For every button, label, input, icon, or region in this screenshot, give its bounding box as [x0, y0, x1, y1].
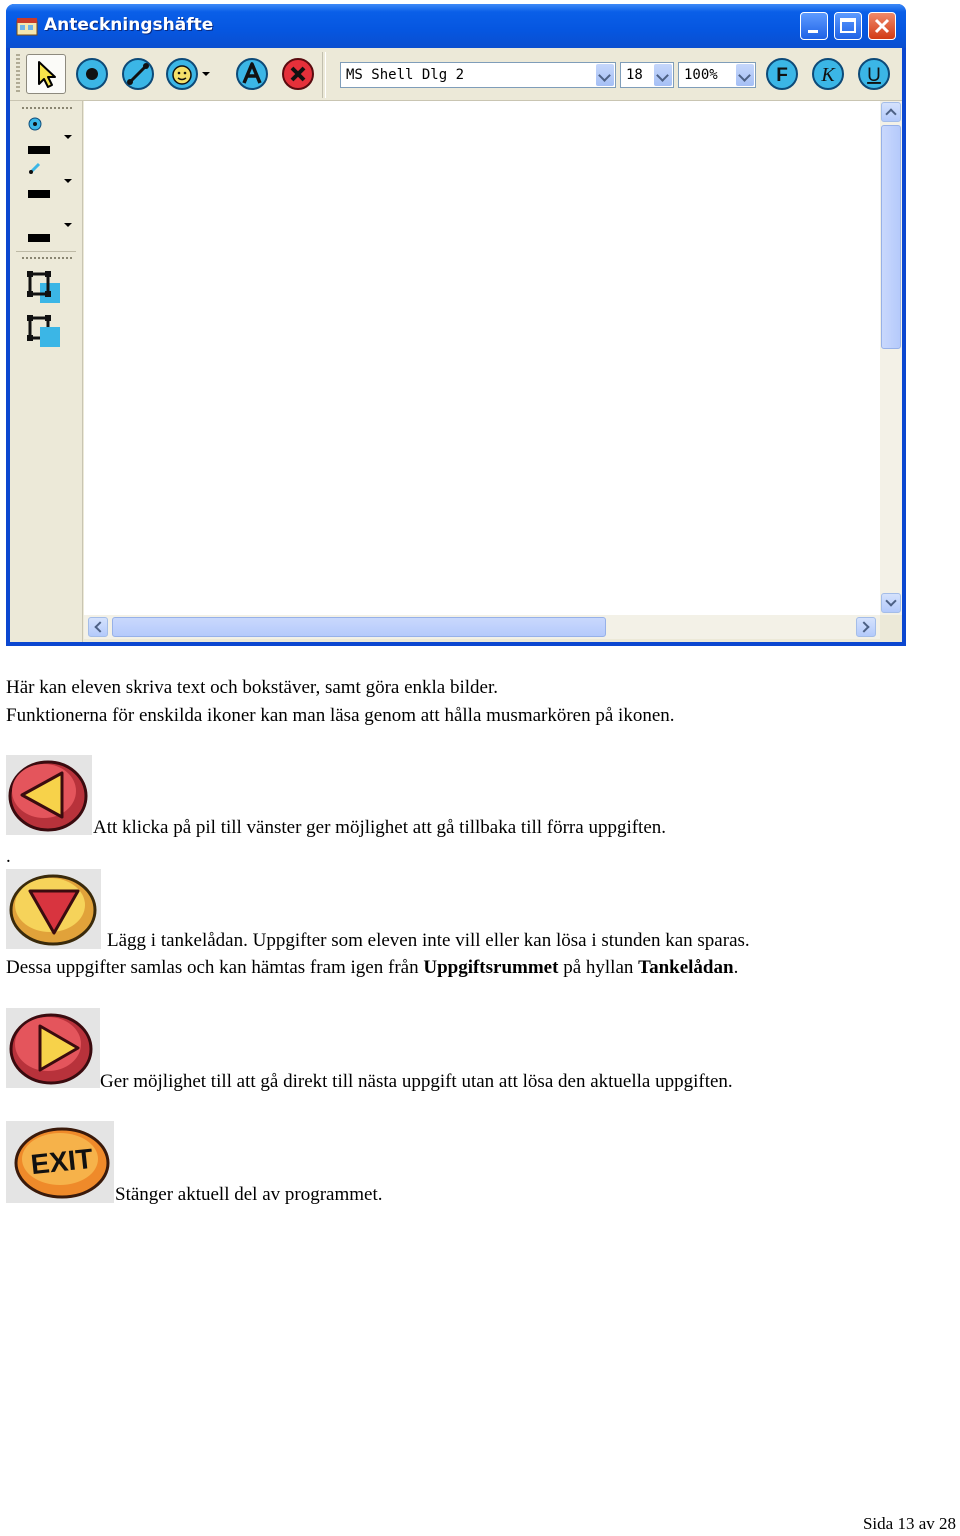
down-arrow-icon	[6, 869, 101, 949]
back-description: Att klicka på pil till vänster ger möjlighet att gå tillbaka till förra uppgiften.	[93, 817, 667, 838]
font-name-select[interactable]	[340, 62, 616, 88]
line-tool-icon	[121, 57, 155, 91]
defer-description-line-2	[6, 955, 738, 981]
vertical-scroll-thumb[interactable]	[881, 125, 901, 349]
toolbar	[10, 48, 902, 101]
underline-letter: U	[867, 65, 881, 86]
close-button[interactable]	[868, 12, 896, 40]
line-width-swatch[interactable]	[28, 234, 50, 242]
uppgiftsrummet-bold: Uppgiftsrummet	[423, 957, 559, 978]
pen-color-icon	[28, 161, 42, 175]
forward-arrow-icon	[6, 1008, 100, 1088]
exit-label: EXIT	[29, 1142, 95, 1181]
text-tool-icon	[235, 57, 269, 91]
defer-text-e: .	[733, 957, 739, 978]
chevron-down-icon[interactable]	[654, 64, 672, 86]
next-description: Ger möjlighet till att gå direkt till nästa uppgift utan att lösa den aktuella uppgiften.	[100, 1071, 733, 1092]
font-name-value: MS Shell Dlg 2	[346, 67, 465, 83]
window-client-area	[10, 48, 902, 642]
bring-to-front-icon[interactable]	[26, 271, 66, 307]
dot-tool-icon	[75, 57, 109, 91]
stray-dot: .	[6, 846, 11, 867]
zoom-select[interactable]	[678, 62, 756, 88]
defer-text-a: Dessa uppgifter samlas och kan hämtas fram igen från	[6, 957, 424, 978]
face-stamp-icon	[165, 57, 199, 91]
minimize-icon	[801, 13, 827, 39]
scroll-right-button[interactable]	[856, 617, 876, 637]
italic-icon	[811, 57, 845, 91]
scroll-left-button[interactable]	[88, 617, 108, 637]
italic-button[interactable]	[808, 54, 848, 94]
select-tool-button[interactable]	[26, 54, 66, 94]
chevron-down-icon[interactable]	[736, 64, 754, 86]
tool-panel	[10, 101, 83, 642]
font-size-value: 18	[626, 67, 643, 83]
defer-button-image	[6, 869, 101, 949]
fill-color-dropdown[interactable]	[64, 135, 72, 139]
delete-icon	[281, 57, 315, 91]
toolbar-separator	[322, 52, 326, 98]
italic-letter: K	[821, 64, 835, 86]
select-arrow-icon	[31, 59, 61, 89]
pen-color-swatch[interactable]	[28, 190, 50, 198]
line-tool-button[interactable]	[118, 54, 158, 94]
defer-text-c: på hyllan	[558, 957, 639, 978]
bold-button[interactable]	[762, 54, 802, 94]
maximize-icon	[835, 13, 861, 39]
bold-letter: F	[776, 65, 788, 86]
pen-color-dropdown[interactable]	[64, 179, 72, 183]
horizontal-scroll-thumb[interactable]	[112, 617, 606, 637]
exit-button-image	[6, 1121, 114, 1203]
underline-icon	[857, 57, 891, 91]
fill-color-icon	[28, 117, 42, 131]
back-button-image	[6, 755, 92, 835]
panel-grip[interactable]	[22, 257, 72, 259]
scroll-up-button[interactable]	[881, 102, 901, 122]
bold-icon	[765, 57, 799, 91]
scroll-down-button[interactable]	[881, 593, 901, 613]
maximize-button[interactable]	[834, 12, 862, 40]
exit-icon	[6, 1121, 114, 1203]
line-width-dropdown[interactable]	[64, 223, 72, 227]
notebook-window	[6, 4, 906, 646]
font-size-select[interactable]	[620, 62, 674, 88]
send-to-back-icon[interactable]	[26, 315, 66, 351]
chevron-down-icon[interactable]	[596, 64, 614, 86]
title-bar[interactable]	[6, 4, 906, 48]
stamp-tool-button[interactable]	[162, 54, 214, 94]
exit-description: Stänger aktuell del av programmet.	[115, 1184, 383, 1205]
minimize-button[interactable]	[800, 12, 828, 40]
fill-color-swatch[interactable]	[28, 146, 50, 154]
back-arrow-icon	[6, 755, 92, 835]
window-title: Anteckningshäfte	[44, 15, 214, 35]
panel-grip[interactable]	[22, 107, 72, 109]
scrollbar-corner	[880, 615, 902, 639]
defer-description-line-1: Lägg i tankelådan. Uppgifter som eleven inte vill eller kan lösa i stunden kan sparas.	[107, 930, 750, 951]
intro-text-line-2: Funktionerna för enskilda ikoner kan man läsa genom att hålla musmarkören på ikonen.	[6, 705, 675, 726]
panel-separator	[16, 251, 76, 252]
notebook-app-icon	[16, 16, 38, 36]
toolbar-grip[interactable]	[16, 54, 20, 94]
vertical-scrollbar[interactable]	[880, 101, 902, 615]
dot-tool-button[interactable]	[72, 54, 112, 94]
chevron-down-icon	[201, 69, 211, 79]
intro-text-line-1: Här kan eleven skriva text och bokstäver, samt göra enkla bilder.	[6, 677, 499, 698]
tankeladan-bold: Tankelådan	[638, 957, 734, 978]
zoom-value: 100%	[684, 67, 718, 83]
close-icon	[869, 13, 895, 39]
horizontal-scrollbar[interactable]	[84, 615, 880, 639]
text-tool-button[interactable]	[232, 54, 272, 94]
next-button-image	[6, 1008, 100, 1088]
drawing-canvas[interactable]	[84, 101, 880, 615]
underline-button[interactable]	[854, 54, 894, 94]
page-number: Sida 13 av 28	[862, 1514, 956, 1533]
delete-tool-button[interactable]	[278, 54, 318, 94]
